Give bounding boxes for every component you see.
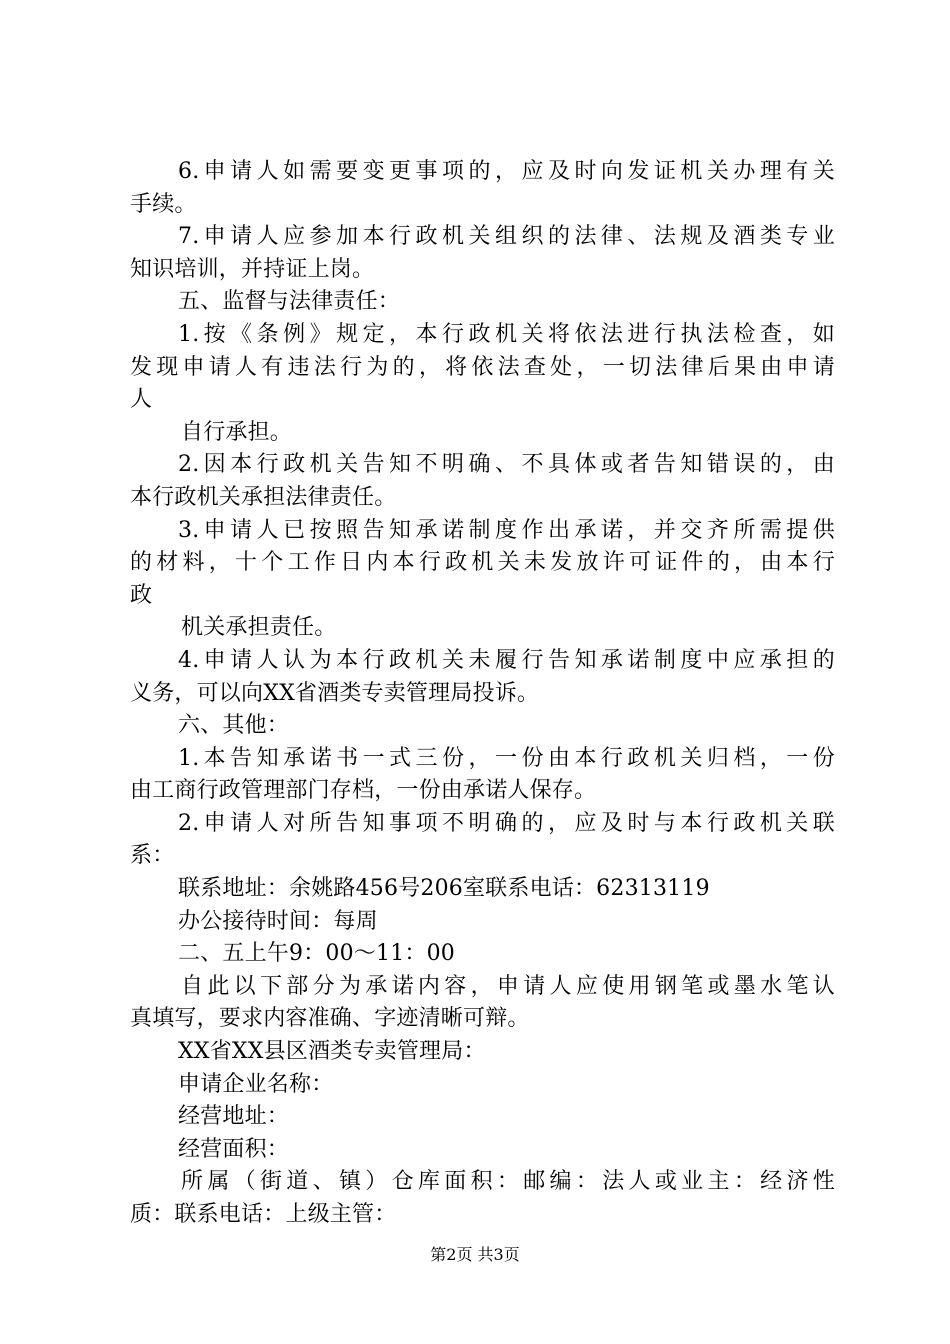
text-line: 由工商行政管理部门存档，一份由承诺人保存。 — [130, 778, 597, 804]
section-heading: 六、其他： — [178, 713, 290, 739]
text-line: 自此以下部分为承诺内容，申请人应使用钢笔或墨水笔认 — [181, 973, 835, 999]
text-line: 3.申请人已按照告知承诺制度作出承诺，并交齐所需提供 — [178, 517, 835, 543]
text-line: 政 — [130, 582, 153, 608]
text-line: 系： — [130, 843, 175, 869]
form-field-line: 质：联系电话：上级主管： — [130, 1202, 397, 1227]
document-body — [130, 156, 835, 1232]
contact-address-line: 联系地址：余姚路456号206室联系电话：62313119 — [178, 876, 710, 902]
form-field-business-address: 经营地址： — [178, 1104, 290, 1130]
text-line: 的材料，十个工作日内本行政机关未发放许可证件的，由本行 — [130, 550, 835, 576]
form-field-line: 所属（街道、镇）仓库面积：邮编：法人或业主：经济性 — [181, 1169, 835, 1195]
text-line: 6.申请人如需要变更事项的，应及时向发证机关办理有关 — [178, 159, 835, 184]
text-line: 真填写，要求内容准确、字迹清晰可辩。 — [130, 1006, 530, 1032]
text-line: 4.申请人认为本行政机关未履行告知承诺制度中应承担的 — [178, 647, 835, 673]
page-footer: 第2页 共3页 — [430, 1245, 520, 1264]
form-field-business-area: 经营面积： — [178, 1136, 290, 1162]
addressee-line: XX省XX县区酒类专卖管理局： — [178, 1039, 486, 1065]
section-heading: 五、监督与法律责任： — [178, 289, 401, 315]
text-line: 1.按《条例》规定，本行政机关将依法进行执法检查，如 — [178, 321, 835, 347]
form-field-company-name: 申请企业名称： — [178, 1071, 334, 1097]
text-line: 2.申请人对所告知事项不明确的，应及时与本行政机关联 — [178, 810, 835, 836]
text-line: 义务，可以向XX省酒类专卖管理局投诉。 — [130, 680, 540, 706]
text-line: 发现申请人有违法行为的，将依法查处，一切法律后果由申请 — [130, 354, 835, 380]
text-line: 人 — [130, 387, 153, 413]
text-line: 机关承担责任。 — [181, 615, 337, 641]
text-line: 知识培训，并持证上岗。 — [130, 256, 375, 282]
text-line: 手续。 — [130, 191, 197, 217]
text-line: 本行政机关承担法律责任。 — [130, 484, 397, 510]
text-line: 2.因本行政机关告知不明确、不具体或者告知错误的，由 — [178, 452, 835, 478]
text-line: 1.本告知承诺书一式三份，一份由本行政机关归档，一份 — [178, 745, 835, 771]
office-hours-line: 办公接待时间：每周 — [178, 908, 378, 934]
text-line: 自行承担。 — [181, 419, 293, 445]
office-hours-time: 二、五上午9：00～11：00 — [178, 941, 455, 967]
text-line: 7.申请人应参加本行政机关组织的法律、法规及酒类专业 — [178, 224, 835, 250]
